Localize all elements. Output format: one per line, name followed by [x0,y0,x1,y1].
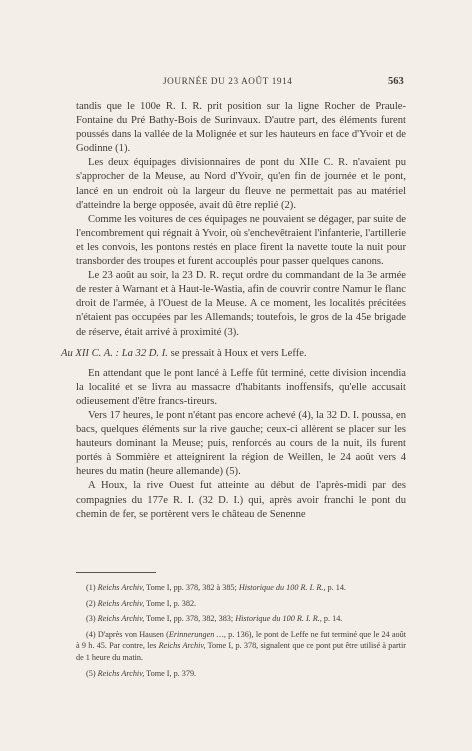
footnote-4-source: Erinnerungen …, [168,629,226,639]
footnote-5-number: (5) [86,668,96,678]
footnote-1-ref: Tome I, pp. 378, 382 à 385; [144,583,239,592]
paragraph-2: Les deux équipages divisionnaires de pont du XIIe C. R. n'avaient pu s'approcher de la Meuse, au Nord d'Yvoir, qu'en fin de journée et le pont, lancé en un endroit où la largeur du fleuve ne permettait pas au matériel d'atteindre la berge opposée, avait dû être replié (2). [76,157,406,211]
footnote-1-ref-2: p. 14. [325,583,346,592]
section-heading [61,347,406,361]
footnote-1-source-2: Historique du 100 R. I. R., [238,583,326,592]
page-header [0,76,472,90]
paragraph-3: Comme les voitures de ces équipages ne pouvaient se dégager, par suite de l'encombrement qui régnait à Yvoir, où s'enchevêtraient l'infanterie, l'artillerie et les convois, les pontons restés en place firent la navette toute la nuit pour transborder des troupes et furent accouplés pour passer quelques canons. [76,213,406,268]
paragraph-6: Vers 17 heures, le pont n'étant pas encore achevé (4), la 32 D. I. poussa, en bacs, quelques éléments sur la rive gauche; ceux-ci allèrent se placer sur les hauteurs dominant la Meuse; puis, renforcés au cours de la nuit, ils furent portés à Sommière et atteignirent la région de Weillen, le 24 août vers 4 heures du matin (heure allemande) (5). [76,409,406,478]
body-text [61,100,406,522]
footnote-2-source: Reichs Archiv, [97,598,145,608]
footnote-1-number: (1) [86,583,96,592]
footnote-3-ref: Tome I, pp. 378, 382, 383; [144,614,236,624]
footnote-3-source-2: Historique du 100 R. I. R., [235,614,322,624]
footnote-5-ref: Tome I, p. 379. [144,668,197,678]
footnote-3-ref-2: p. 14. [321,614,343,624]
footnote-2-number: (2) [86,598,96,608]
footnote-rule [76,572,156,573]
footnote-4-source-2: Reichs Archiv, [158,641,206,651]
footnote-2 [76,598,406,610]
paragraph-5: En attendant que le pont lancé à Leffe fût terminé, cette division incendia la localité et se livra au massacre d'habitants inoffensifs, qu'elle accusait odieusement d'être francs-tireurs. [76,367,406,407]
paragraph-7: A Houx, la rive Ouest fut atteinte au début de l'après-midi par des compagnies du 177e R. I. (32 D. I.) qui, après avoir franchi le pont du chemin de fer, se portèrent vers le château de Senenne [76,480,406,520]
footnote-5 [76,668,406,680]
footnote-4 [76,629,406,664]
footnote-3 [76,613,406,625]
page-number: 563 [388,76,404,87]
footnote-1 [76,582,406,594]
footnote-4-number: (4) [86,629,96,639]
footnote-4-text-a: D'après von Hausen ( [97,629,169,639]
section-heading-lead: Au XII C. A. : La 32 D. I. [61,347,168,359]
footnote-2-ref: Tome I, p. 382. [144,598,197,608]
paragraph-4: Le 23 août au soir, la 23 D. R. reçut ordre du commandant de la 3e armée de rester à Warnant et à Haut-le-Wastia, afin de couvrir contre Namur le flanc droit de l'armée, à l'Ouest de la Meuse. A ce moment, les localités précitées n'étaient pas occupées par les Allemands; toutefois, le gros de la 45e brigade de réserve, était arrivé à proximité (3). [76,270,406,338]
footnote-4-text-c: Tome I, p. 378, signalent que ce pont put être utilisé à partir de 1 heure du matin. [76,641,407,662]
section-heading-rest: se pressait à Houx et vers Leffe. [167,347,307,359]
footnote-4-text-b: p. 136), le pont de Leffe ne fut terminé que le 24 août à 9 h. 45. Par contre, les [76,629,406,651]
footnote-3-number: (3) [86,614,96,624]
paragraph-1: tandis que le 100e R. I. R. prit position sur la ligne Rocher de Praule-Fontaine du Pré Bathy-Bois de Surinvaux. D'autre part, des éléments furent poussés dans la vallée de la Molignée et sur les hauteurs en face d'Yvoir et de Godinne (1). [76,101,406,155]
footnote-3-source: Reichs Archiv, [97,614,145,624]
footnote-5-source: Reichs Archiv, [97,668,145,678]
footnotes [76,582,406,683]
running-title: JOURNÉE DU 23 AOÛT 1914 [163,76,293,86]
footnote-1-source: Reichs Archiv, [97,583,145,592]
